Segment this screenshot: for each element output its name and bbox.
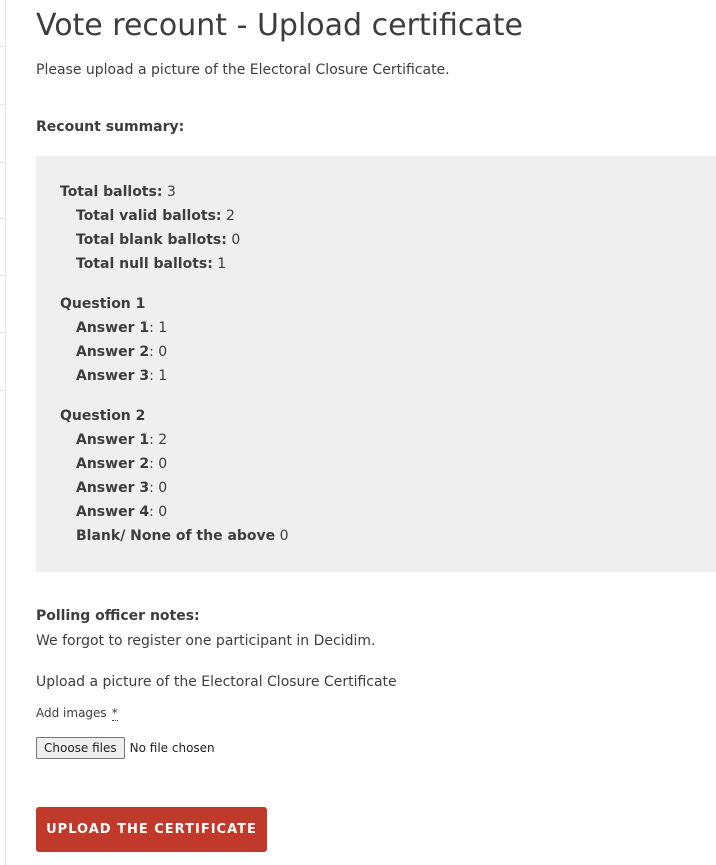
left-sidebar-edge <box>0 0 6 865</box>
page-title: Vote recount - Upload certificate <box>36 8 524 43</box>
file-input[interactable] <box>36 737 215 759</box>
choose-files-button[interactable]: Choose files <box>36 737 125 759</box>
total-null-ballots: Total null ballots: 1 <box>76 256 227 272</box>
answer-row: Answer 1: 1 <box>76 320 168 336</box>
total-ballots: Total ballots: 3 <box>60 184 176 200</box>
upload-certificate-button[interactable]: UPLOAD THE CERTIFICATE <box>36 807 267 852</box>
answer-row: Answer 3: 0 <box>76 480 168 496</box>
answer-row: Blank/ None of the above 0 <box>76 528 289 544</box>
answer-row: Answer 3: 1 <box>76 368 168 384</box>
add-images-label: Add images * <box>36 706 118 720</box>
required-marker: * <box>111 706 118 720</box>
polling-officer-notes-text: We forgot to register one participant in Decidim. <box>36 633 376 649</box>
answer-row: Answer 1: 2 <box>76 432 168 448</box>
answer-row: Answer 2: 0 <box>76 456 168 472</box>
question-title: Question 2 <box>60 408 146 424</box>
total-blank-ballots: Total blank ballots: 0 <box>76 232 241 248</box>
question-title: Question 1 <box>60 296 146 312</box>
page-intro: Please upload a picture of the Electoral Closure Certificate. <box>36 62 450 78</box>
no-file-chosen-text: No file chosen <box>129 741 215 755</box>
recount-summary-heading: Recount summary: <box>36 119 185 135</box>
polling-officer-notes-label: Polling officer notes: <box>36 608 200 624</box>
answer-row: Answer 4: 0 <box>76 504 168 520</box>
total-valid-ballots: Total valid ballots: 2 <box>76 208 235 224</box>
answer-row: Answer 2: 0 <box>76 344 168 360</box>
upload-certificate-label: Upload a picture of the Electoral Closure Certificate <box>36 674 397 690</box>
recount-summary-box <box>36 156 716 572</box>
